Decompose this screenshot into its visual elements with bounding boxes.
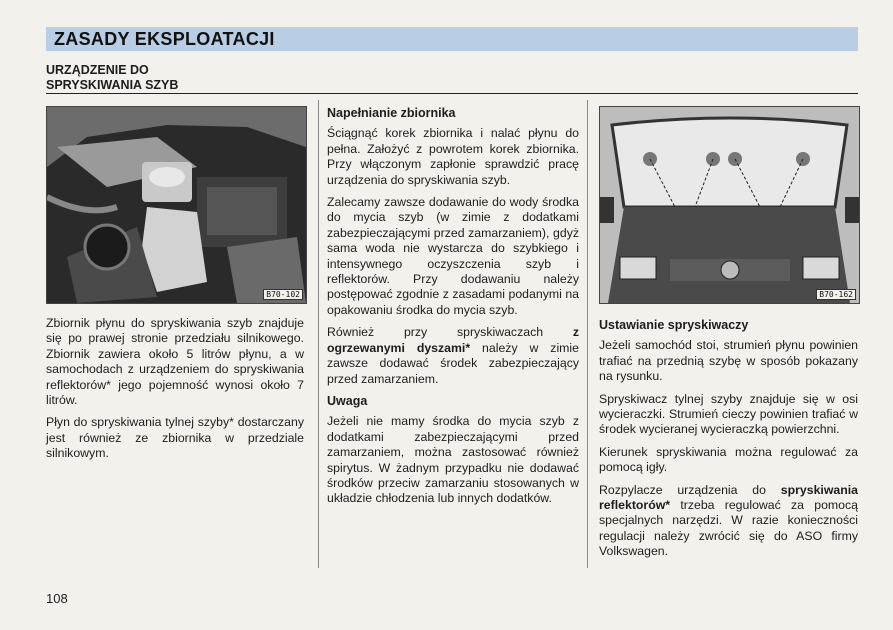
windshield-spray-photo — [599, 106, 860, 304]
text-run: Również przy spryskiwaczach — [327, 325, 573, 340]
middle-column — [327, 106, 579, 514]
note-paragraph: Jeżeli nie mamy środka do mycia szyb z dodatkami zabezpieczającymi przed zamarzaniem, można zastosować również spirytus. W żadnym przypadku nie dodawać środków przeciw zamarzaniu stosowanych w układzie chłodzenia lub innych dodatków. — [327, 414, 579, 506]
filling-paragraph-2: Zalecamy zawsze dodawanie do wody środka do mycia szyb (w zimie z dodatkami zabezpieczającymi przed zamarzaniem), gdyż sama woda nie wystarcza do szybkiego i intensywnego oczyszczenia szyb i reflektorów. Przy dodawaniu należy postępować zgodnie z zasadami podanymi na opakowaniu środka do mycia szyb. — [327, 195, 579, 317]
header-bar — [46, 27, 858, 51]
engine-reservoir-photo — [46, 106, 307, 304]
column-divider-2 — [587, 100, 588, 568]
photo-code-left: B70-102 — [263, 289, 303, 300]
headlight-washer-emphasis: spryskiwania reflektorów* — [599, 482, 858, 513]
text-run: Rozpylacze urządzenia do — [599, 482, 781, 497]
engine-illustration — [47, 107, 306, 303]
section-title — [46, 63, 178, 93]
adjust-paragraph-4 — [599, 483, 858, 560]
column-divider-1 — [318, 100, 319, 568]
adjust-paragraph-3: Kierunek spryskiwania można regulować za pomocą igły. — [599, 444, 858, 475]
adjust-paragraph-2: Spryskiwacz tylnej szyby znajduje się w osi wycieraczki. Strumień cieczy powinien trafiać w środek wycieranej wycieraczką powierzchni. — [599, 391, 858, 437]
reservoir-description: Zbiornik płynu do spryskiwania szyb znajduje się po prawej stronie przedziału silnikowego. Zbiornik zawiera około 5 litrów płynu, a w samochodach z urządzeniem do spryskiwania reflektorów* jego pojemność wynosi około 7 litrów. — [46, 316, 304, 408]
note-heading: Uwaga — [327, 393, 368, 408]
page-number: 108 — [46, 591, 68, 606]
filling-paragraph-1: Ściągnąć korek zbiornika i nalać płynu do pełna. Założyć z powrotem korek zbiornika. Przy włączonym zapłonie sprawdzić pracę urządzenia do spryskiwania szyb. — [327, 126, 579, 187]
left-column — [46, 316, 304, 469]
heated-nozzles-emphasis: z ogrzewanymi dyszami* — [327, 325, 579, 355]
page-title: ZASADY EKSPLOATACJI — [54, 29, 275, 49]
adjust-paragraph-1: Jeżeli samochód stoi, strumień płynu powinien trafiać na przednią szybę w sposób pokazany na rysunku. — [599, 338, 858, 384]
right-column — [599, 318, 858, 567]
filling-heading: Napełnianie zbiornika — [327, 106, 456, 120]
adjust-heading: Ustawianie spryskiwaczy — [599, 318, 749, 332]
text-run: trzeba regulować za pomocą specjalnych narzędzi. W razie konieczności regulacji należy zwrócić się do ASO firmy Volkswagen. — [599, 498, 858, 559]
rear-washer-description: Płyn do spryskiwania tylnej szyby* dostarczany jest również ze zbiornika w przedziale silnikowym. — [46, 415, 304, 461]
filling-paragraph-3 — [327, 325, 579, 387]
van-front-illustration — [600, 107, 859, 303]
section-rule — [46, 93, 858, 94]
text-run: należy w zimie zawsze dodawać środek zabezpieczający przed zamarzaniem. — [327, 340, 579, 386]
photo-code-right: B70-162 — [816, 289, 856, 300]
section-title-line2: SPRYSKIWANIA SZYB — [46, 78, 179, 92]
section-title-line1: URZĄDZENIE DO — [46, 63, 149, 77]
